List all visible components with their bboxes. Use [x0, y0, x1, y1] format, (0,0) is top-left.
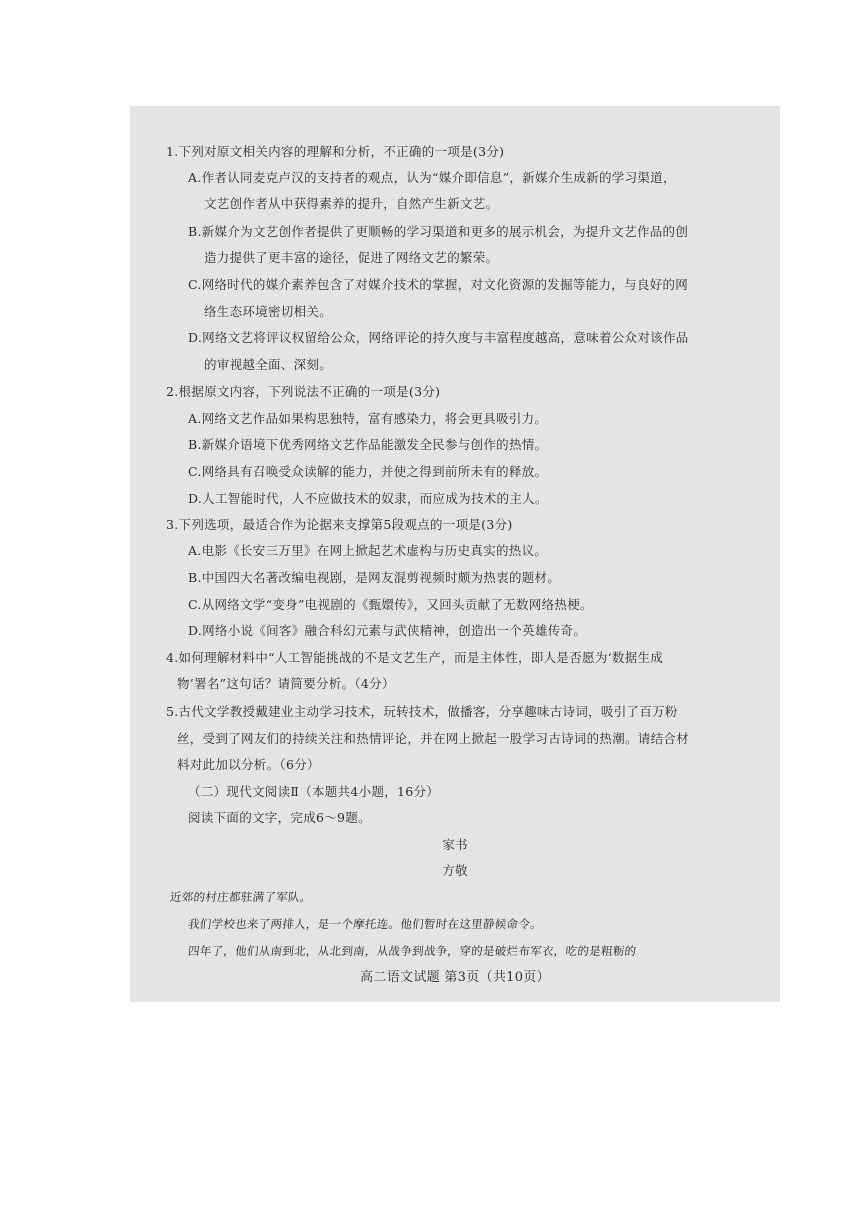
- question-2-option-c: C.网络具有召唤受众读解的能力，并使之得到前所未有的释放。: [188, 464, 548, 479]
- story-line-2: 我们学校也来了两排人，是一个摩托连。他们暂时在这里静候命令。: [187, 917, 543, 931]
- question-3-option-b: B.中国四大名著改编电视剧，是网友混剪视频时颇为热衷的题材。: [188, 570, 561, 585]
- question-3-option-a: A.电影《长安三万里》在网上掀起艺术虚构与历史真实的热议。: [188, 543, 548, 558]
- question-1-option-d-cont: 的审视越全面、深刻。: [204, 357, 333, 372]
- question-1-option-c: C.网络时代的媒介素养包含了对媒介技术的掌握，对文化资源的发掘等能力，与良好的网: [188, 277, 689, 292]
- section-heading: （二）现代文阅读Ⅱ（本题共4小题，16分）: [188, 784, 440, 799]
- page-footer: 高二语文试题 第3页（共10页）: [360, 970, 550, 985]
- question-2-option-a: A.网络文艺作品如果构思独特，富有感染力，将会更具吸引力。: [188, 411, 548, 426]
- question-1-option-c-cont: 络生态环境密切相关。: [204, 304, 333, 319]
- exam-page: [130, 106, 780, 1002]
- story-author: 方敬: [442, 863, 468, 878]
- question-5-stem-cont-2: 料对此加以分析。（6分）: [177, 757, 320, 772]
- question-2-stem: 2.根据原文内容，下列说法不正确的一项是(3分): [166, 384, 441, 399]
- question-3-option-c: C.从网络文学“变身”电视剧的《甄嬛传》，又回头贡献了无数网络热梗。: [188, 597, 593, 612]
- story-line-3: 四年了，他们从南到北，从北到南，从战争到战争，穿的是破烂布军衣，吃的是粗粝的: [187, 944, 638, 958]
- question-1-option-a-cont: 文艺创作者从中获得素养的提升，自然产生新文艺。: [204, 196, 499, 211]
- story-line-1: 近郊的村庄都驻满了军队。: [169, 890, 313, 904]
- section-instruction: 阅读下面的文字，完成6～9题。: [188, 810, 371, 825]
- question-4-stem: 4.如何理解材料中“人工智能挑战的不是文艺生产，而是主体性，即人是否愿为‘数据生成: [166, 650, 664, 665]
- question-2-option-b: B.新媒介语境下优秀网络文艺作品能激发全民参与创作的热情。: [188, 437, 548, 452]
- question-1-option-b-cont: 造力提供了更丰富的途径，促进了网络文艺的繁荣。: [204, 250, 499, 265]
- story-title: 家书: [442, 837, 468, 852]
- question-1-option-a: A.作者认同麦克卢汉的支持者的观点，认为“媒介即信息”，新媒介生成新的学习渠道，: [188, 170, 676, 185]
- question-5-stem-cont-1: 丝，受到了网友们的持续关注和热情评论，并在网上掀起一股学习古诗词的热潮。请结合材: [177, 731, 690, 746]
- question-1-option-b: B.新媒介为文艺创作者提供了更顺畅的学习渠道和更多的展示机会，为提升文艺作品的创: [188, 224, 689, 239]
- question-2-option-d: D.人工智能时代，人不应做技术的奴隶，而应成为技术的主人。: [188, 491, 548, 506]
- question-3-stem: 3.下列选项，最适合作为论据来支撑第5段观点的一项是(3分): [166, 517, 513, 532]
- question-5-stem: 5.古代文学教授戴建业主动学习技术，玩转技术，做播客，分享趣味古诗词，吸引了百万粉: [166, 704, 678, 719]
- question-1-option-d: D.网络文艺将评议权留给公众，网络评论的持久度与丰富程度越高，意味着公众对该作品: [188, 330, 689, 345]
- question-4-stem-cont: 物’署名”这句话？请简要分析。（4分）: [177, 676, 395, 691]
- question-1-stem: 1.下列对原文相关内容的理解和分析，不正确的一项是(3分): [166, 144, 505, 159]
- question-3-option-d: D.网络小说《间客》融合科幻元素与武侠精神，创造出一个英雄传奇。: [188, 623, 587, 638]
